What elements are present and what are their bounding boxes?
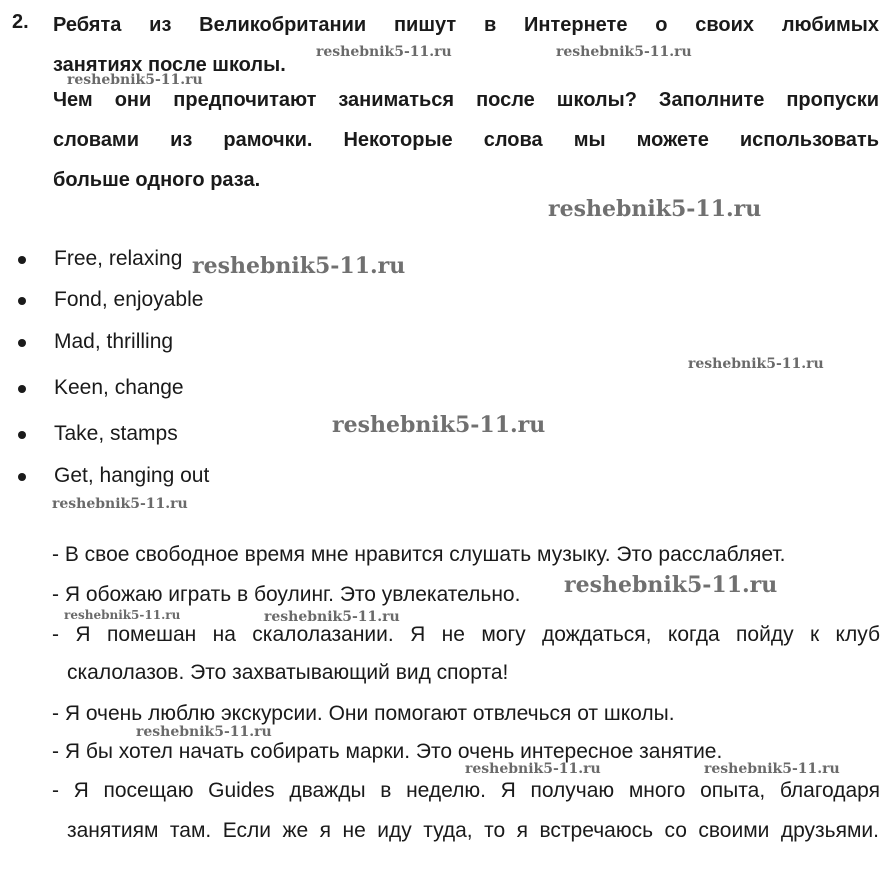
- answer-text: Get, hanging out: [54, 464, 210, 487]
- watermark: reshebnik5-11.ru: [688, 356, 824, 372]
- task-instruction: [53, 80, 879, 200]
- task-title-line-2: занятиях после школы.: [53, 54, 286, 76]
- watermark: reshebnik5-11.ru: [704, 761, 840, 777]
- watermark: reshebnik5-11.ru: [192, 253, 406, 279]
- watermark: reshebnik5-11.ru: [52, 496, 188, 512]
- task-instruction-line-3: больше одного раза.: [53, 169, 261, 191]
- bullet-dot-icon: [18, 431, 26, 439]
- task-instruction-line-1: Чем они предпочитают заниматься после школы? Заполните пропуски: [53, 89, 879, 111]
- task-title-line-1: Ребята из Великобритании пишут в Интернете о своих любимых: [53, 14, 879, 36]
- sentence: - Я посещаю Guides дважды в неделю. Я получаю много опыта, благодаря: [52, 779, 880, 802]
- watermark: reshebnik5-11.ru: [332, 412, 546, 438]
- watermark: reshebnik5-11.ru: [264, 609, 400, 625]
- watermark: reshebnik5-11.ru: [556, 44, 692, 60]
- sentence: - Я бы хотел начать собирать марки. Это очень интересное занятие.: [52, 740, 723, 763]
- answer-text: Take, stamps: [54, 422, 178, 445]
- watermark: reshebnik5-11.ru: [67, 72, 203, 88]
- watermark: reshebnik5-11.ru: [64, 608, 181, 622]
- sentence-continuation: занятиям там. Если же я не иду туда, то я встречаюсь со своими друзьями.: [67, 819, 879, 842]
- bullet-dot-icon: [18, 256, 26, 264]
- watermark: reshebnik5-11.ru: [564, 572, 778, 598]
- sentence: - В свое свободное время мне нравится слушать музыку. Это расслабляет.: [52, 543, 786, 566]
- watermark: reshebnik5-11.ru: [316, 44, 452, 60]
- task-number: 2.: [12, 11, 29, 33]
- answer-text: Fond, enjoyable: [54, 288, 204, 311]
- watermark: reshebnik5-11.ru: [136, 724, 272, 740]
- watermark: reshebnik5-11.ru: [465, 761, 601, 777]
- sentence: - Я помешан на скалолазании. Я не могу дождаться, когда пойду к клуб: [52, 623, 880, 646]
- sentence: - Я очень люблю экскурсии. Они помогают отвлечься от школы.: [52, 702, 675, 725]
- task-instruction-line-2: словами из рамочки. Некоторые слова мы можете использовать: [53, 129, 879, 151]
- bullet-dot-icon: [18, 473, 26, 481]
- answer-text: Free, relaxing: [54, 247, 183, 270]
- bullet-dot-icon: [18, 297, 26, 305]
- bullet-dot-icon: [18, 385, 26, 393]
- watermark: reshebnik5-11.ru: [548, 196, 762, 222]
- answer-text: Keen, change: [54, 376, 184, 399]
- answer-text: Mad, thrilling: [54, 330, 174, 353]
- sentence-continuation: скалолазов. Это захватывающий вид спорта!: [67, 661, 509, 684]
- bullet-dot-icon: [18, 339, 26, 347]
- sentence: - Я обожаю играть в боулинг. Это увлекательно.: [52, 583, 521, 606]
